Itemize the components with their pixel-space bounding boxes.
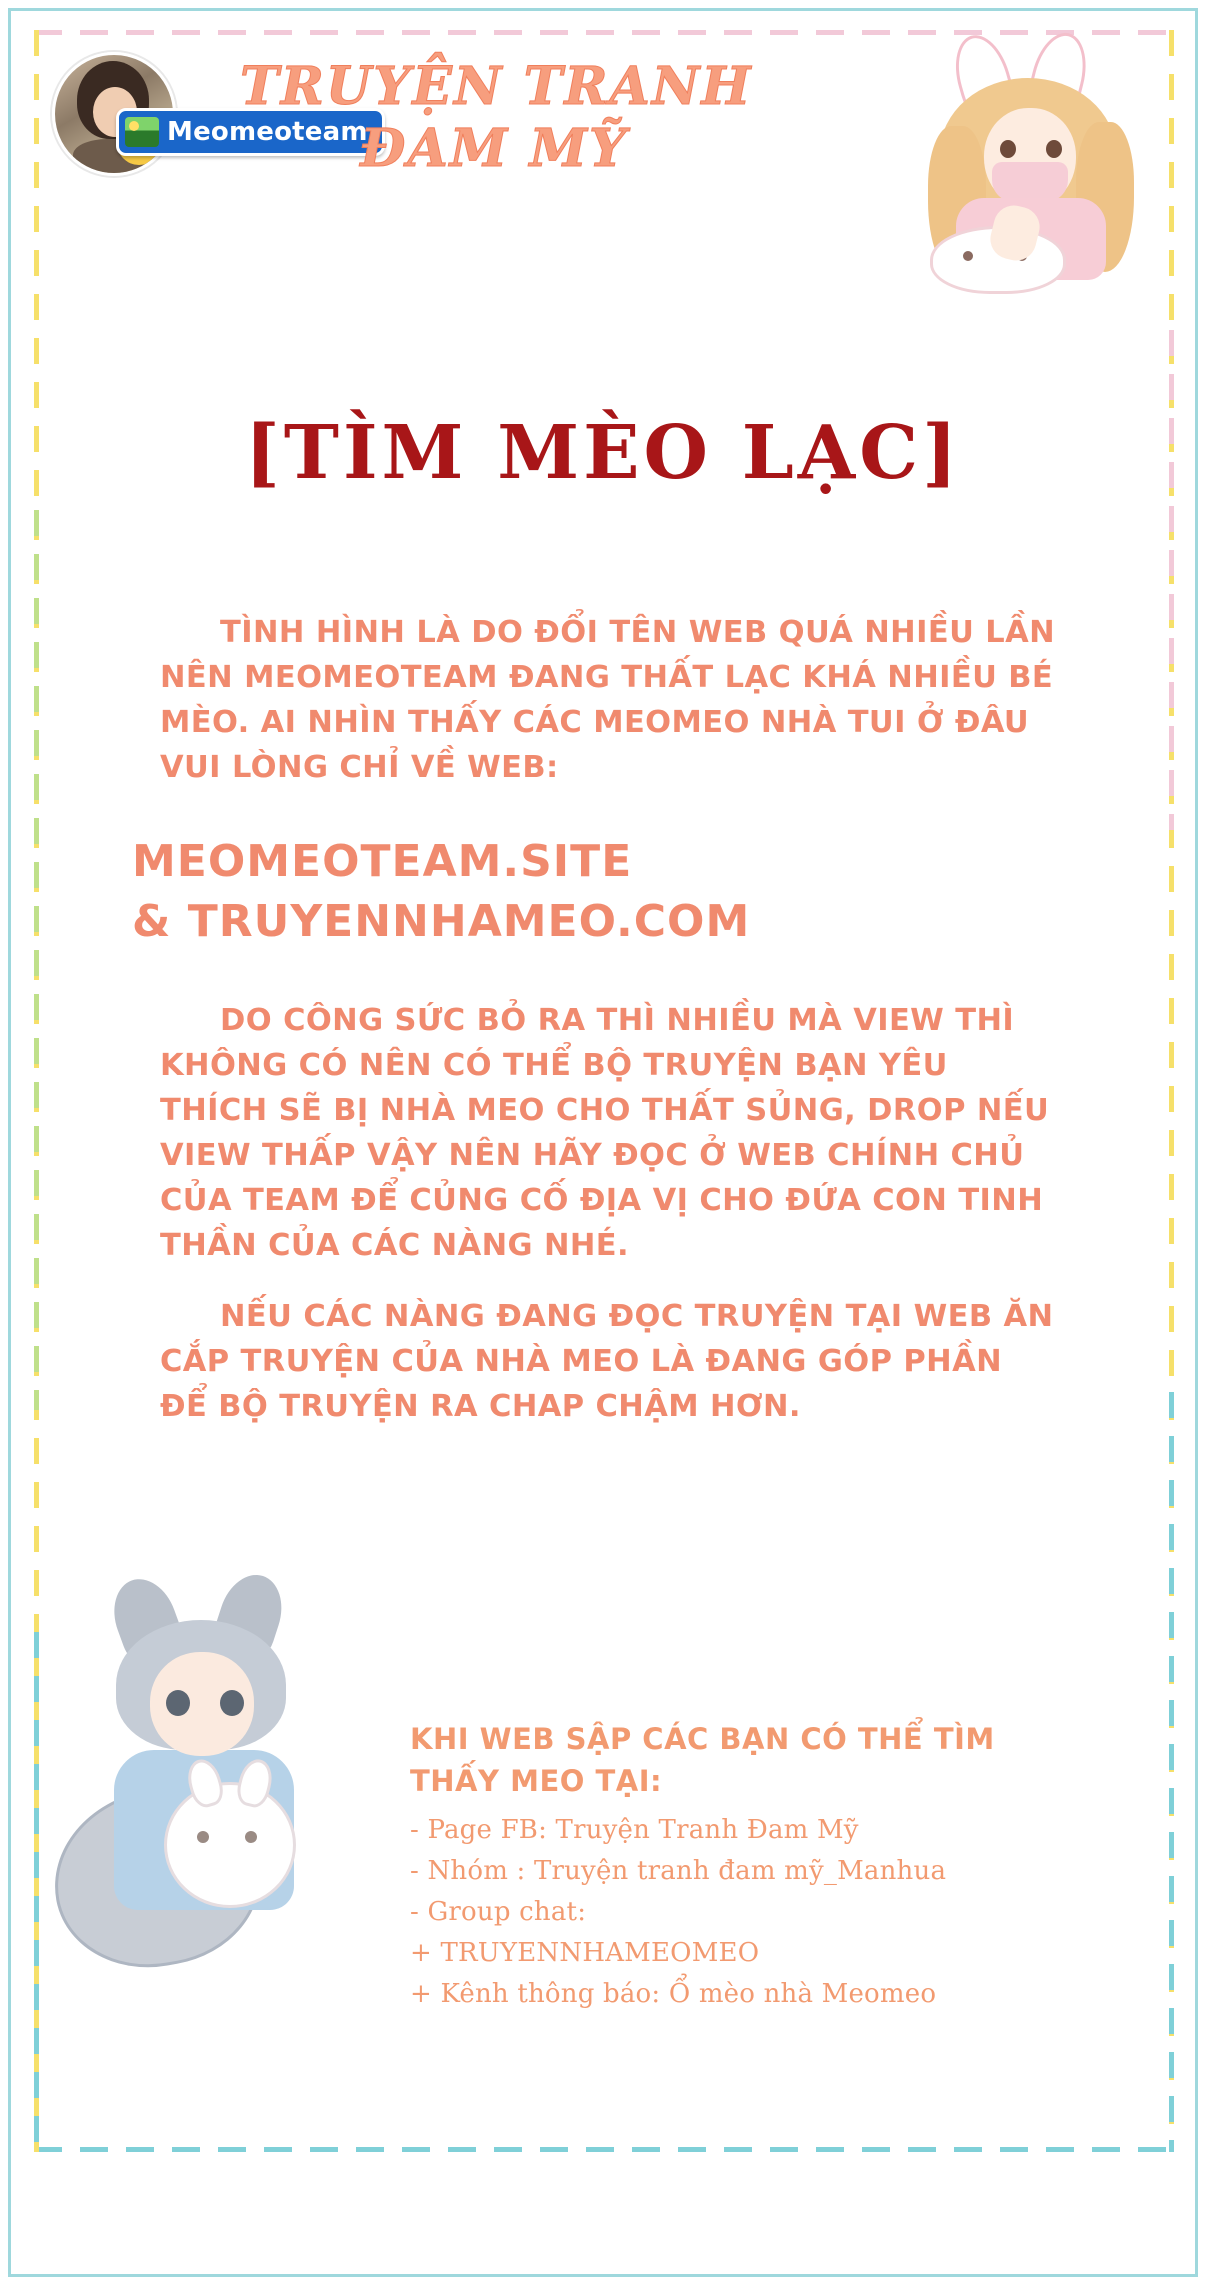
contact-title: KHI WEB SẬP CÁC BẠN CÓ THỂ TÌM THẤY MEO TẠI: (410, 1722, 995, 1798)
site-link-1[interactable]: MEOMEOTEAM.SITE (132, 836, 633, 887)
brand-title (240, 56, 800, 180)
contact-item[interactable]: + Kênh thông báo: Ổ mèo nhà Meomeo (410, 1979, 937, 2009)
bottom-character-illustration (48, 1560, 378, 2000)
contact-block (410, 1718, 1030, 2015)
brand-line-2: ĐAM MỸ (360, 118, 629, 179)
paragraph-3: NẾU CÁC NÀNG ĐANG ĐỌC TRUYỆN TẠI WEB ĂN CẮP TRUYỆN CỦA NHÀ MEO LÀ ĐANG GÓP PHẦN ĐỂ BỘ TRUYỆN RA CHAP CHẬM HƠN. (160, 1299, 1054, 1424)
page-title: [TÌM MÈO LẠC] (244, 410, 962, 496)
character-mask (992, 162, 1068, 202)
contact-item[interactable]: - Group chat: (410, 1897, 587, 1927)
wolf-character-eye-right (220, 1690, 244, 1716)
plush-toy-icon (164, 1782, 296, 1908)
site-link-2[interactable]: & TRUYENNHAMEO.COM (132, 896, 751, 947)
contact-item[interactable]: - Nhóm : Truyện tranh đam mỹ_Manhua (410, 1856, 947, 1886)
wolf-character-eye-left (166, 1690, 190, 1716)
brand-line-1: TRUYỆN TRANH (240, 56, 753, 117)
top-character-illustration (900, 30, 1170, 290)
paragraph-2: DO CÔNG SỨC BỎ RA THÌ NHIỀU MÀ VIEW THÌ KHÔNG CÓ NÊN CÓ THỂ BỘ TRUYỆN BẠN YÊU THÍCH SẼ BỊ NHÀ MEO CHO THẤT SỦNG, DROP NẾU VIEW THẤP VẬY NÊN HÃY ĐỌC Ở WEB CHÍNH CHỦ CỦA TEAM ĐỂ CỦNG CỐ ĐỊA VỊ CHO ĐỨA CON TINH THẦN CỦA CÁC NÀNG NHÉ. (160, 1003, 1050, 1263)
character-eye-right (1046, 140, 1062, 158)
contact-item[interactable]: + TRUYENNHAMEOMEO (410, 1938, 760, 1968)
landscape-icon (125, 117, 159, 147)
body-content (132, 610, 1060, 1455)
contact-item[interactable]: - Page FB: Truyện Tranh Đam Mỹ (410, 1815, 859, 1845)
team-name: Meomeoteam (167, 117, 368, 147)
site-links (132, 832, 1060, 952)
paragraph-1: TÌNH HÌNH LÀ DO ĐỔI TÊN WEB QUÁ NHIỀU LẦN NÊN MEOMEOTEAM ĐANG THẤT LẠC KHÁ NHIỀU BÉ MÈO. AI NHÌN THẤY CÁC MEOMEO NHÀ TUI Ở ĐÂU VUI LÒNG CHỈ VỀ WEB: (160, 615, 1056, 785)
character-eye-left (1000, 140, 1016, 158)
